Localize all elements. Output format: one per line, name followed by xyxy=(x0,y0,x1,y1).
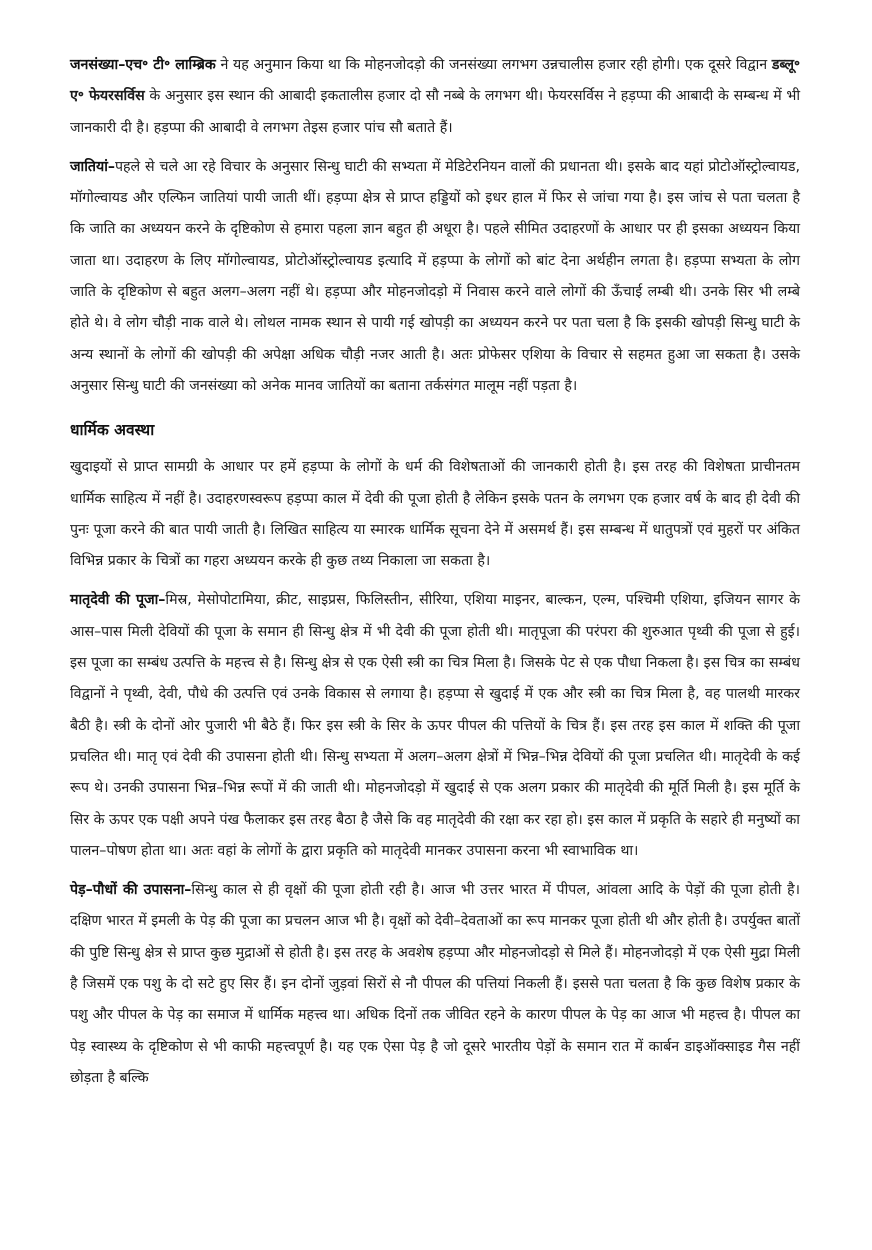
mother-goddess-lead: मातृदेवी की पूजा– xyxy=(70,592,166,609)
population-text-b: के अनुसार इस स्थान की आबादी इकतालीस हजार दो सौ नब्बे के लगभग थी। फेयरसर्विस ने हड़प्पा की आबादी के सम्बन्ध में भी जानकारी दी है। हड़प्पा की आबादी वे लगभग तेइस हजार पांच सौ बताते हैं। xyxy=(70,88,800,136)
population-lead: जनसंख्या–एच॰ टी॰ लाम्ब्रिक xyxy=(70,57,216,73)
excavations-text: खुदाइयों से प्राप्त सामग्री के आधार पर हमें हड़प्पा के लोगों के धर्म की विशेषताओं की जानकारी होती है। इस तरह की विशेषता प्राचीनतम धार्मिक साहित्य में नहीं है। उदाहरणस्वरूप हड़प्पा काल में देवी की पूजा होती है लेकिन इसके पतन के लगभग एक हजार वर्ष के बाद ही देवी की पुनः पूजा करने की बात पायी जाती है। लिखित साहित्य या स्मारक धार्मिक सूचना देने में असमर्थ हैं। इस सम्बन्ध में धातुपत्रों एवं मुहरों पर अंकित विभिन्न प्रकार के चित्रों का गहरा अध्ययन करके ही कुछ तथ्य निकाला जा सकता है। xyxy=(70,459,800,570)
population-paragraph xyxy=(70,50,800,144)
tree-worship-lead: पेड़–पौधों की उपासना– xyxy=(70,882,192,899)
section-heading-religious-state: धार्मिक अवस्था xyxy=(70,421,155,440)
castes-lead: जातियां– xyxy=(70,158,115,175)
document-page xyxy=(70,50,800,1094)
excavations-paragraph xyxy=(70,452,800,577)
tree-worship-text: सिन्धु काल से ही वृक्षों की पूजा होती रही है। आज भी उत्तर भारत में पीपल, आंवला आदि के पेड़ों की पूजा होती है। दक्षिण भारत में इमली के पेड़ की पूजा का प्रचलन आज भी है। वृक्षों को देवी–देवताओं का रूप मानकर पूजा होती थी और होती है। उपर्युक्त बातों की पुष्टि सिन्धु क्षेत्र से प्राप्त कुछ मुद्राओं से होती है। इस तरह के अवशेष हड़प्पा और मोहनजोदड़ो से मिले हैं। मोहनजोदड़ो में एक ऐसी मुद्रा मिली है जिसमें एक पशु के दो सटे हुए सिर हैं। इन दोनों जुड़वां सिरों से नौ पीपल की पत्तियां निकली हैं। इससे पता चलता है कि कुछ विशेष प्रकार के पशु और पीपल के पेड़ का समाज में धार्मिक महत्त्व था। अधिक दिनों तक जीवित रहने के कारण पीपल के पेड़ का आज भी महत्त्व है। पीपल का पेड़ स्वास्थ्य के दृष्टिकोण से भी काफी महत्त्वपूर्ण है। यह एक ऐसा पेड़ है जो दूसरे भारतीय पेड़ों के समान रात में कार्बन डाइऑक्साइड गैस नहीं छोड़ता है बल्कि xyxy=(70,882,800,1086)
fairservis-name: डब्लू॰ ए॰ फेयरसर्विस xyxy=(70,57,800,105)
mother-goddess-text: मिस्र, मेसोपोटामिया, क्रीट, साइप्रस, फिलिस्तीन, सीरिया, एशिया माइनर, बाल्कन, एल्म, पश्चिमी एशिया, इजियन सागर के आस–पास मिली देवियों की पूजा के समान ही सिन्धु क्षेत्र में भी देवी की पूजा होती थी। मातृपूजा की परंपरा की शुरुआत पृथ्वी की पूजा से हुई। इस पूजा का सम्बंध उत्पत्ति के महत्त्व से है। सिन्धु क्षेत्र से एक ऐसी स्त्री का चित्र मिला है। जिसके पेट से एक पौधा निकला है। इस चित्र का सम्बंध विद्वानों ने पृथ्वी, देवी, पौधे की उत्पत्ति एवं उनके विकास से लगाया है। हड़प्पा से खुदाई में एक और स्त्री का चित्र मिला है, वह पालथी मारकर बैठी है। स्त्री के दोनों ओर पुजारी भी बैठे हैं। फिर इस स्त्री के सिर के ऊपर पीपल की पत्तियों के चित्र हैं। इस तरह इस काल में शक्ति की पूजा प्रचलित थी। मातृ एवं देवी की उपासना होती थी। सिन्धु सभ्यता में अलग–अलग क्षेत्रों में भिन्न–भिन्न देवियों की पूजा प्रचलित थी। मातृदेवी के कई रूप थे। उनकी उपासना भिन्न–भिन्न रूपों में की जाती थी। मोहनजोदड़ो में खुदाई से एक अलग प्रकार की मातृदेवी की मूर्ति मिली है। इस मूर्ति के सिर के ऊपर एक पक्षी अपने पंख फैलाकर इस तरह बैठा है जैसे कि वह मातृदेवी की रक्षा कर रहा हो। इस काल में प्रकृति के सहारे ही मनुष्यों का पालन–पोषण होता था। अतः वहां के लोगों के द्वारा प्रकृति को मातृदेवी मानकर उपासना करना भी स्वाभाविक था। xyxy=(70,592,801,859)
castes-text: पहले से चले आ रहे विचार के अनुसार सिन्धु घाटी की सभ्यता में मेडिटेरनियन वालों की प्रधानता थी। इसके बाद यहां प्रोटोऑस्ट्रोल्वायड, मॉगोल्वायड और एल्फिन जातियां पायी जाती थीं। हड़प्पा क्षेत्र से प्राप्त हड्डियों को इधर हाल में फिर से जांचा गया है। इस जांच से पता चलता है कि जाति का अध्ययन करने के दृष्टिकोण से हमारा पहला ज्ञान बहुत ही अधूरा है। पहले सीमित उदाहरणों के आधार पर ही इसका अध्ययन किया जाता था। उदाहरण के लिए मॉगोल्वायड, प्रोटोऑस्ट्रोल्वायड इत्यादि में हड़प्पा के लोगों को बांट देना अर्थहीन लगता है। हड़प्पा सभ्यता के लोग जाति के दृष्टिकोण से बहुत अलग–अलग नहीं थे। हड़प्पा और मोहनजोदड़ो में निवास करने वाले लोगों की ऊँचाई लम्बी थी। उनके सिर भी लम्बे होते थे। वे लोग चौड़ी नाक वाले थे। लोथल नामक स्थान से पायी गई खोपड़ी का अध्ययन करने पर पता चला है कि इसकी खोपड़ी सिन्धु घाटी के अन्य स्थानों के लोगों की खोपड़ी की अपेक्षा अधिक चौड़ी नजर आती है। अतः प्रोफेसर एशिया के विचार से सहमत हुआ जा सकता है। उसके अनुसार सिन्धु घाटी की जनसंख्या को अनेक मानव जातियों का बताना तर्कसंगत मालूम नहीं पड़ता है। xyxy=(70,158,800,394)
castes-paragraph xyxy=(70,152,800,402)
tree-worship-paragraph xyxy=(70,875,800,1094)
mother-goddess-paragraph xyxy=(70,585,800,867)
population-text-a: ने यह अनुमान किया था कि मोहनजोदड़ो की जनसंख्या लगभग उन्नचालीस हजार रही होगी। एक दूसरे विद्वान xyxy=(215,57,772,73)
